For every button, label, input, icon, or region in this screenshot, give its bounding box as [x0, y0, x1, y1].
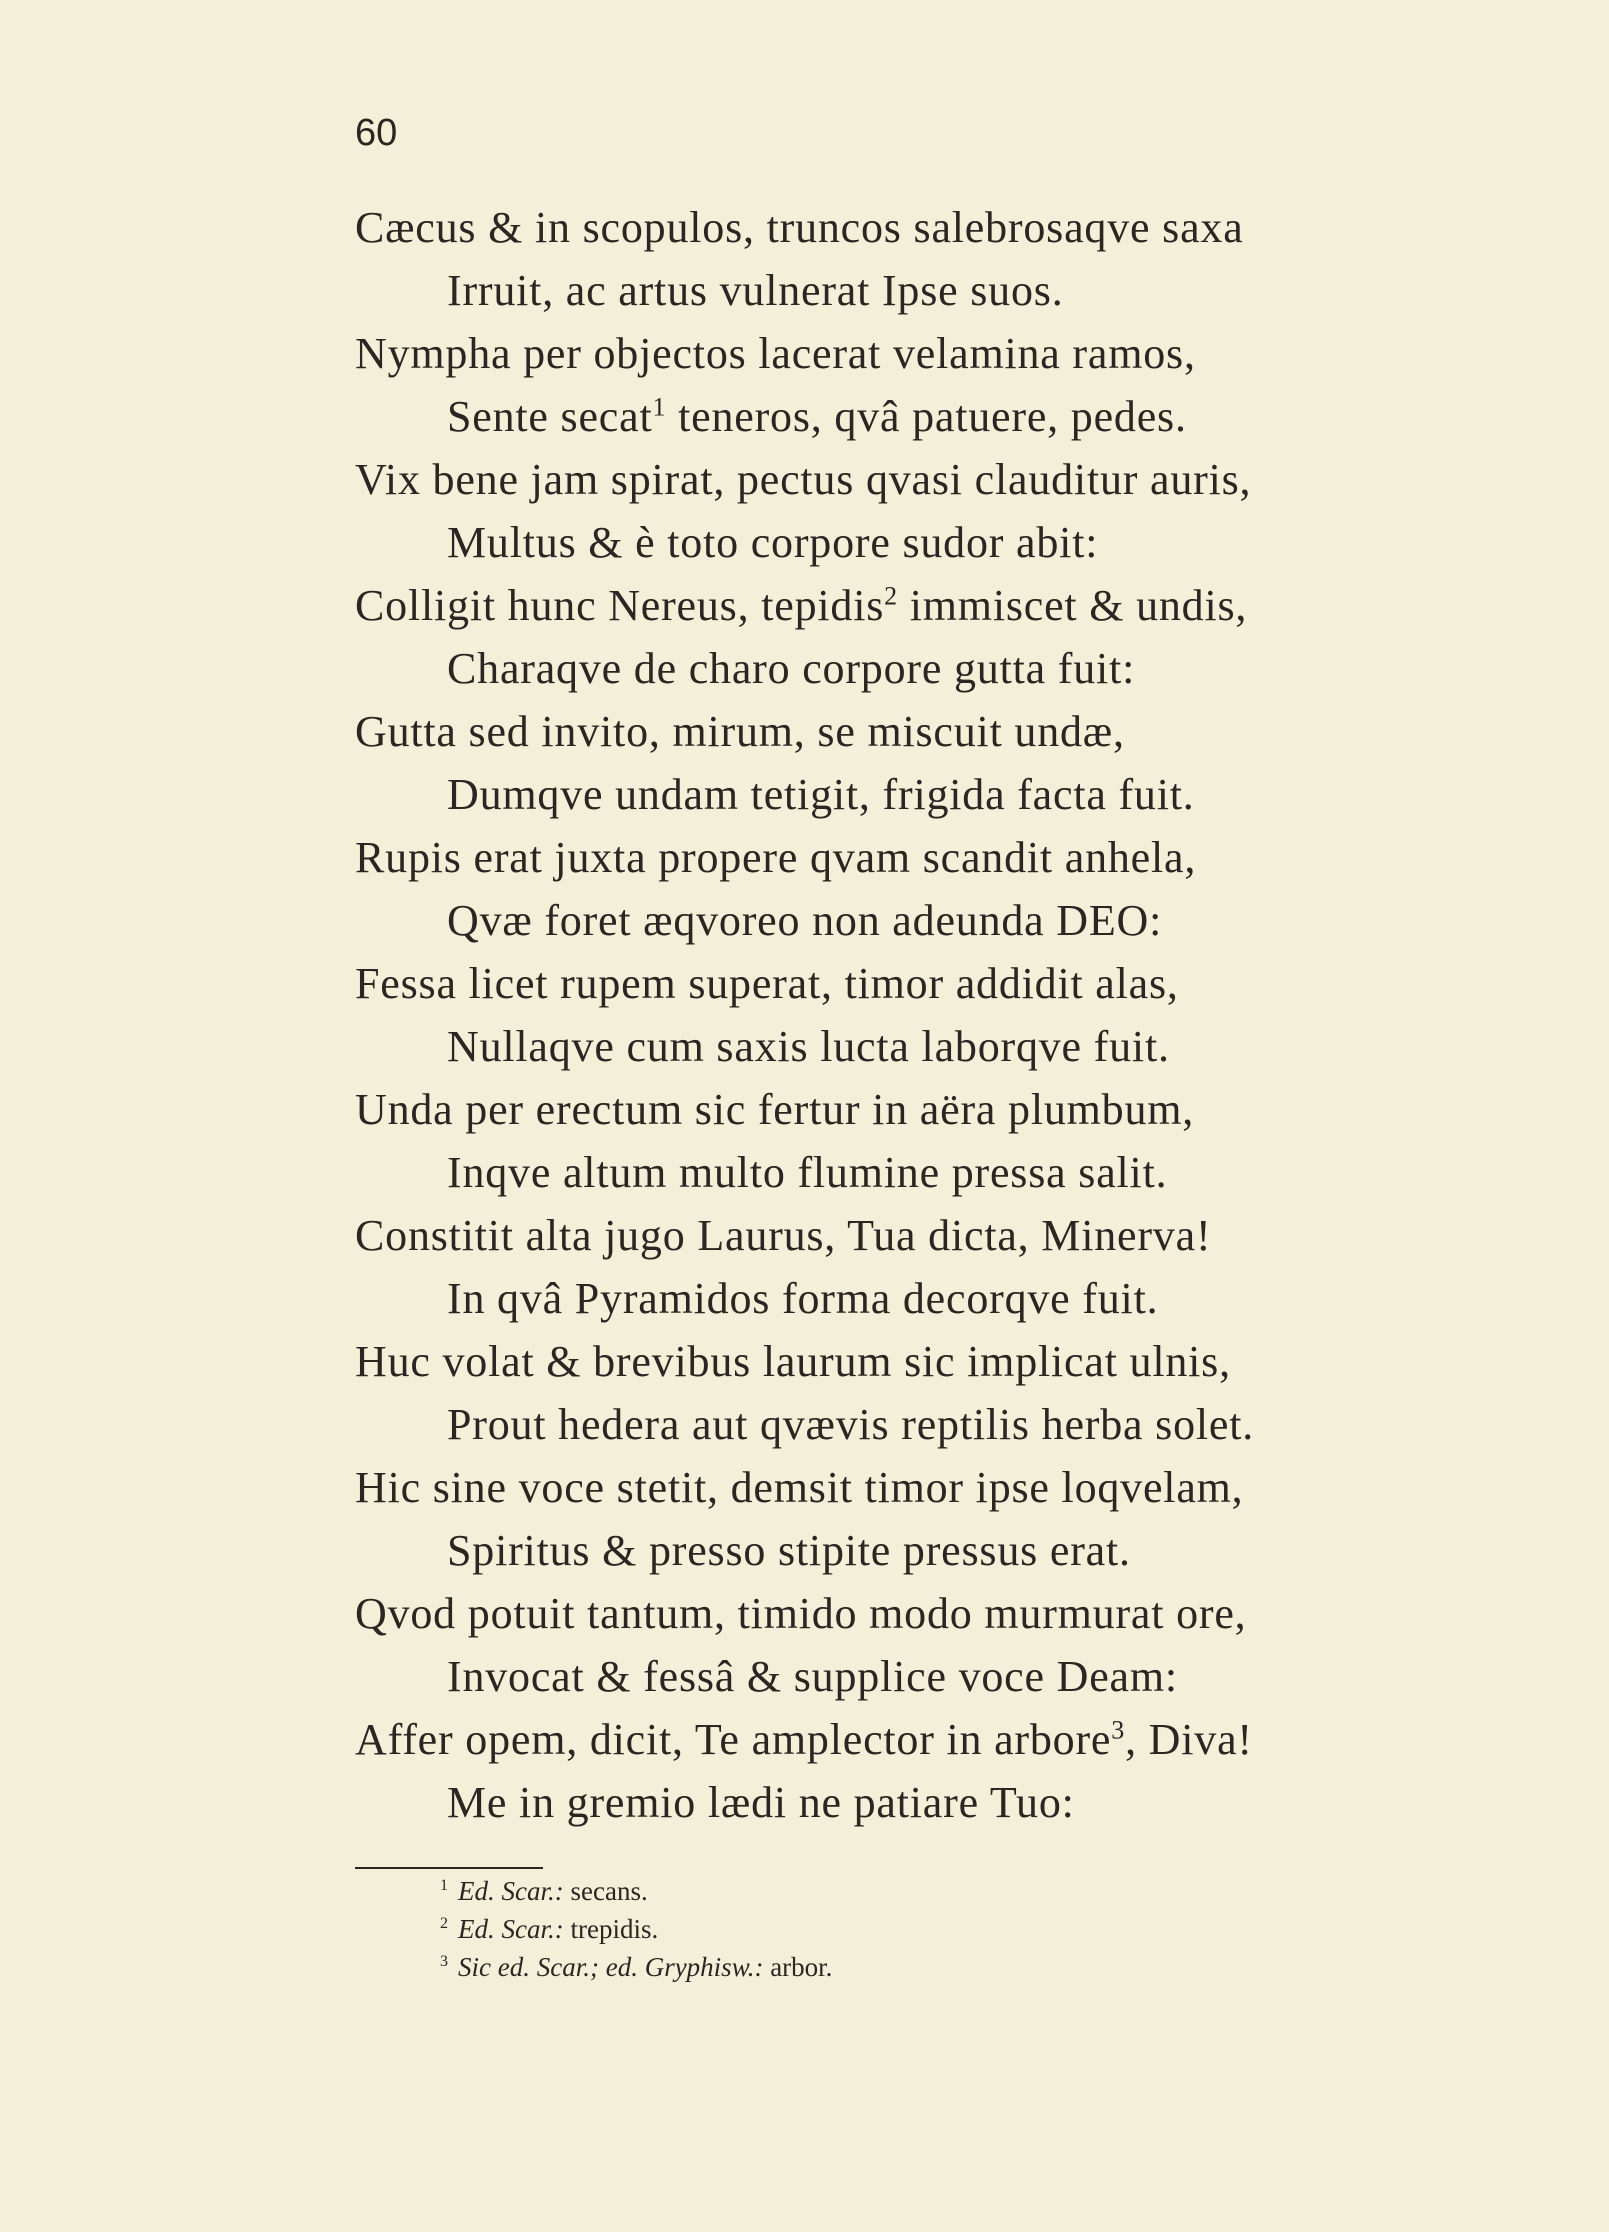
footnote-number: 1 — [440, 1877, 448, 1894]
footnote-edition: Ed. Scar.: — [458, 1876, 564, 1906]
verse-line: Spiritus & presso stipite pressus erat. — [447, 1526, 1131, 1575]
verse-text: Colligit hunc Nereus, tepidis — [355, 581, 885, 630]
footnote-text: arbor. — [763, 1952, 833, 1982]
verse-line: Qvæ foret æqvoreo non adeunda DEO: — [447, 896, 1163, 945]
page-number: 60 — [355, 112, 398, 154]
verse-line: Dumqve undam tetigit, frigida facta fuit. — [447, 770, 1195, 819]
verse-line: Prout hedera aut qvævis reptilis herba solet. — [447, 1400, 1255, 1449]
poem-text — [355, 196, 1505, 1834]
verse-line: Invocat & fessâ & supplice voce Deam: — [447, 1652, 1178, 1701]
footnote-text: trepidis. — [563, 1914, 659, 1944]
verse-line: Nullaqve cum saxis lucta laborqve fuit. — [447, 1022, 1170, 1071]
footnote-marker: 1 — [652, 392, 667, 422]
verse-text: , Diva! — [1125, 1715, 1253, 1764]
verse-text: teneros, qvâ patuere, pedes. — [666, 392, 1187, 441]
footnote-number: 2 — [440, 1915, 448, 1932]
footnote — [440, 1910, 1340, 1948]
verse-text: immiscet & undis, — [897, 581, 1248, 630]
verse-line: Unda per erectum sic fertur in aëra plumbum, — [355, 1085, 1195, 1134]
footnote-text: secans. — [563, 1876, 648, 1906]
verse-line: Huc volat & brevibus laurum sic implicat ulnis, — [355, 1337, 1231, 1386]
footnote-edition: Ed. Scar.: — [458, 1914, 564, 1944]
verse-line: In qvâ Pyramidos forma decorqve fuit. — [447, 1274, 1159, 1323]
footnote — [440, 1872, 1340, 1910]
verse-line — [355, 574, 1505, 637]
verse-line: Charaqve de charo corpore gutta fuit: — [447, 644, 1136, 693]
verse-line: Me in gremio lædi ne patiare Tuo: — [447, 1778, 1075, 1827]
verse-line: Constitit alta jugo Laurus, Tua dicta, Minerva! — [355, 1211, 1212, 1260]
footnote-edition: Sic ed. Scar.; ed. Gryphisw.: — [458, 1952, 764, 1982]
footnote-divider — [355, 1867, 543, 1869]
verse-line: Vix bene jam spirat, pectus qvasi clauditur auris, — [355, 455, 1252, 504]
verse-line: Hic sine voce stetit, demsit timor ipse loqvelam, — [355, 1463, 1244, 1512]
verse-line: Nympha per objectos lacerat velamina ramos, — [355, 329, 1196, 378]
verse-text: Sente secat — [447, 392, 653, 441]
verse-line — [355, 1708, 1505, 1771]
verse-line: Irruit, ac artus vulnerat Ipse suos. — [447, 266, 1064, 315]
footnote-number: 3 — [440, 1953, 448, 1970]
verse-line: Inqve altum multo flumine pressa salit. — [447, 1148, 1168, 1197]
verse-text: Affer opem, dicit, Te amplector in arbore — [355, 1715, 1112, 1764]
footnote-marker: 2 — [884, 581, 898, 611]
verse-line: Fessa licet rupem superat, timor addidit alas, — [355, 959, 1179, 1008]
verse-line: Qvod potuit tantum, timido modo murmurat ore, — [355, 1589, 1247, 1638]
footnotes — [440, 1872, 1340, 1986]
verse-line: Multus & è toto corpore sudor abit: — [447, 518, 1099, 567]
footnote-marker: 3 — [1111, 1715, 1126, 1745]
verse-line: Cæcus & in scopulos, truncos salebrosaqve saxa — [355, 203, 1244, 252]
verse-line — [355, 385, 1505, 448]
verse-line: Rupis erat juxta propere qvam scandit anhela, — [355, 833, 1197, 882]
footnote — [440, 1948, 1340, 1986]
verse-line: Gutta sed invito, mirum, se miscuit undæ, — [355, 707, 1125, 756]
